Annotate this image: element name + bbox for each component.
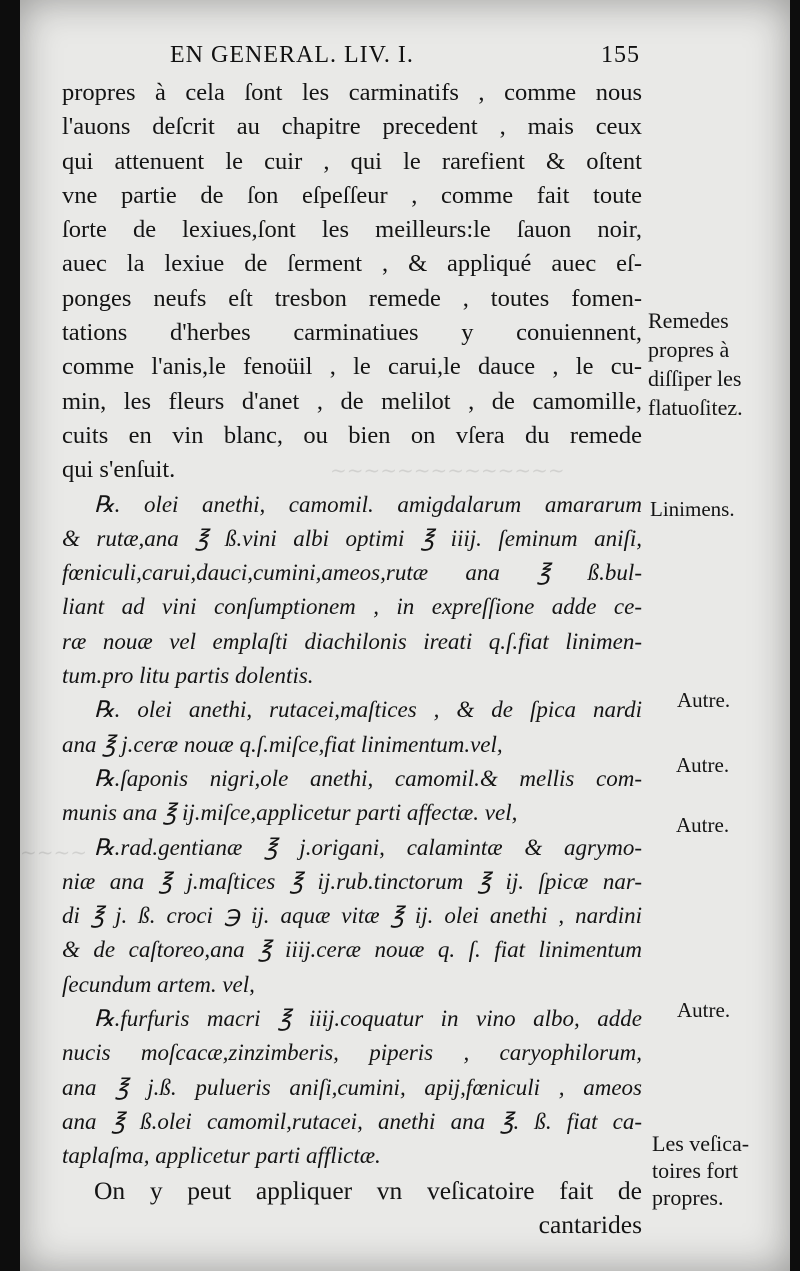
- margin-note-autre: [677, 998, 730, 1023]
- recipe-line: ℞.furfuris macri ℥ iiij.coquatur in vino albo, adde: [94, 1006, 642, 1032]
- margin-note-line: toires fort: [652, 1158, 739, 1183]
- margin-note-autre: [677, 688, 730, 713]
- margin-note-line: flatuoſitez.: [648, 395, 743, 420]
- recipe-line: fœniculi,carui,dauci,cumini,ameos,rutæ ana ℥ ß.bul-: [62, 560, 642, 586]
- body-line: l'auons deſcrit au chapitre precedent , mais ceux: [62, 113, 642, 141]
- body-line: auec la lexiue de ſerment , & appliqué auec eſ-: [62, 250, 642, 278]
- recipe-line: di ℥ j. ß. croci ℈ ij. aquæ vitæ ℥ ij. olei anethi , nardini: [62, 903, 642, 929]
- margin-note-line: propres.: [652, 1185, 724, 1210]
- recipe-line: tum.pro litu partis dolentis.: [62, 663, 314, 689]
- body-line: propres à cela ſont les carminatifs , comme nous: [62, 79, 642, 106]
- recipe-line: ℞. olei anethi, camomil. amigdalarum amararum: [94, 491, 642, 517]
- margin-note-line: Autre.: [676, 813, 730, 837]
- body-line: ſorte de lexiues,ſont les meilleurs:le ſauon noir,: [62, 216, 642, 244]
- margin-note-line: Autre.: [677, 998, 731, 1022]
- page-number: 155: [601, 42, 640, 68]
- body-line: ponges neufs eſt tresbon remede , toutes fomen-: [62, 284, 642, 312]
- recipe-line: taplaſma, applicetur parti afflictæ.: [62, 1143, 381, 1169]
- margin-note-autre: [676, 753, 729, 778]
- recipe-line: ræ nouæ vel emplaſti diachilonis ireati q.ſ.fiat linimen-: [62, 628, 642, 654]
- recipe-line: ana ℥ ß.olei camomil,rutacei, anethi ana ℥. ß. fiat ca-: [62, 1108, 642, 1134]
- recipe-line: ℞.ſaponis nigri,ole anethi, camomil.& mellis com-: [94, 765, 642, 791]
- closing-line: On y peut appliquer vn veſicatoire fait de: [94, 1175, 642, 1205]
- margin-note-remedes: [648, 306, 743, 422]
- margin-note-liniment: [650, 497, 735, 522]
- show-through-decoration: ~~~~: [20, 840, 88, 864]
- running-title: EN GENERAL. LIV. I.: [170, 42, 414, 68]
- body-line: cuits en vin blanc, ou bien on vſera du remede: [62, 421, 642, 449]
- recipe-line: ſecundum artem. vel,: [62, 971, 255, 997]
- body-line: qui s'enſuit.: [62, 456, 176, 484]
- recipe-line: niæ ana ℥ j.maſtices ℥ ij.rub.tinctorum ℥ ij. ſpicæ nar-: [62, 868, 642, 894]
- book-page: [20, 0, 790, 1271]
- body-line: vne partie de ſon eſpeſſeur , comme fait toute: [62, 181, 642, 209]
- recipe-line: ℞.rad.gentianæ ℥ j.origani, calamintæ & agrymo-: [94, 834, 642, 860]
- margin-note-line: Les veſica-: [652, 1131, 750, 1156]
- show-through-decoration: ~~~~~~~~~~~~~~: [330, 458, 565, 482]
- margin-note-vesicatoires: [652, 1130, 749, 1211]
- margin-note-line: Autre.: [677, 688, 731, 712]
- body-line: qui attenuent le cuir , qui le rarefient & oſtent: [62, 147, 642, 175]
- recipe-line: & de caſtoreo,ana ℥ iiij.ceræ nouæ q. ſ. fiat linimentum: [62, 937, 642, 963]
- margin-note-line: propres à: [648, 337, 730, 362]
- margin-note-line: diſſiper les: [648, 366, 742, 391]
- body-line: comme l'anis,le fenoüil , le carui,le dauce , le cu-: [62, 353, 642, 381]
- margin-note-line: Remedes: [648, 308, 729, 333]
- recipe-line: liant ad vini conſumptionem , in expreſſione adde ce-: [62, 594, 642, 620]
- margin-note-line: Linimens.: [650, 497, 735, 521]
- margin-note-autre: [676, 813, 729, 838]
- recipe-line: ℞. olei anethi, rutacei,maſtices , & de ſpica nardi: [94, 697, 642, 723]
- running-header: [170, 42, 640, 69]
- recipe-line: & rutæ,ana ℥ ß.vini albi optimi ℥ iiij. ſeminum aniſi,: [62, 525, 642, 551]
- main-text: [62, 76, 642, 1242]
- margin-note-line: Autre.: [676, 753, 730, 777]
- recipe-line: ana ℥ j.ß. pulueris aniſi,cumini, apij,fœniculi , ameos: [62, 1074, 642, 1100]
- body-line: tations d'herbes carminatiues y conuiennent,: [62, 319, 642, 347]
- body-line: min, les fleurs d'anet , de melilot , de camomille,: [62, 387, 642, 415]
- closing-line: cantarides: [538, 1209, 642, 1239]
- recipe-line: munis ana ℥ ij.miſce,applicetur parti affectæ. vel,: [62, 800, 518, 826]
- recipe-line: ana ℥ j.ceræ nouæ q.ſ.miſce,fiat linimentum.vel,: [62, 731, 503, 757]
- recipe-line: nucis moſcacæ,zinzimberis, piperis , caryophilorum,: [62, 1040, 642, 1066]
